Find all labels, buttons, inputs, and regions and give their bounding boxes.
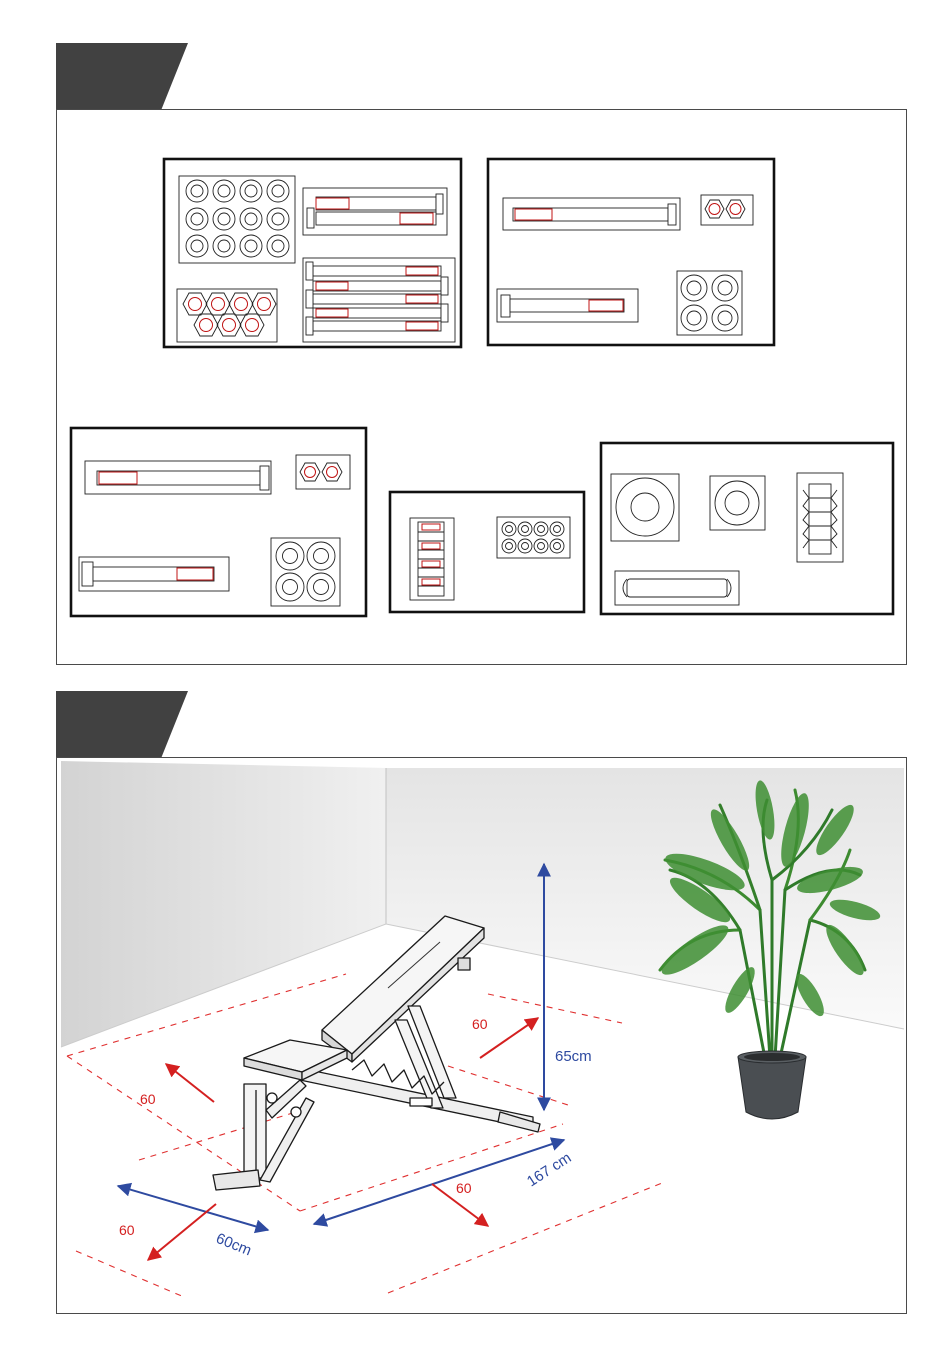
- hardware-group-3: [71, 428, 366, 616]
- short-bolt: [79, 557, 229, 591]
- hardware-group-2: [488, 159, 774, 345]
- hardware-group-1: [164, 159, 461, 347]
- clearance-arrow-left: [166, 1064, 214, 1102]
- plant-pot: [738, 1051, 806, 1119]
- medium-washer: [710, 476, 765, 530]
- nut-pair: [296, 455, 350, 489]
- clearance-label-right: 60: [456, 1180, 472, 1196]
- washer-set-12: [179, 176, 295, 263]
- nut-set-7: [177, 289, 277, 342]
- washer-set-4: [271, 538, 340, 606]
- clearance-label-back: 60: [472, 1016, 488, 1032]
- clearance-label-left: 60: [140, 1091, 156, 1107]
- long-bolt: [85, 461, 271, 494]
- hardware-group-5: [601, 443, 893, 614]
- washer-set-4: [677, 271, 742, 335]
- clearance-arrow-back: [480, 1018, 538, 1058]
- clearance-label-front: 60: [119, 1222, 135, 1238]
- spring-pin: [797, 473, 843, 562]
- room-scene: [61, 761, 904, 1297]
- bolt-set-6: [303, 258, 455, 342]
- large-washer: [611, 474, 679, 541]
- length-label: 167 cm: [523, 1149, 575, 1191]
- long-bolt: [503, 198, 680, 230]
- bolt-set-2: [303, 188, 447, 235]
- height-label: 65cm: [555, 1048, 592, 1065]
- small-bolt-set: [410, 518, 454, 600]
- nut-pair: [701, 195, 753, 225]
- hardware-group-4: [390, 492, 584, 612]
- axle-pin: [615, 571, 739, 605]
- length-dimension-arrow: [314, 1140, 564, 1224]
- left-wall: [61, 761, 386, 1047]
- clearance-arrow-front: [148, 1204, 216, 1260]
- short-bolt: [497, 289, 638, 322]
- width-label: 60cm: [213, 1229, 254, 1260]
- washer-set-8: [497, 517, 570, 558]
